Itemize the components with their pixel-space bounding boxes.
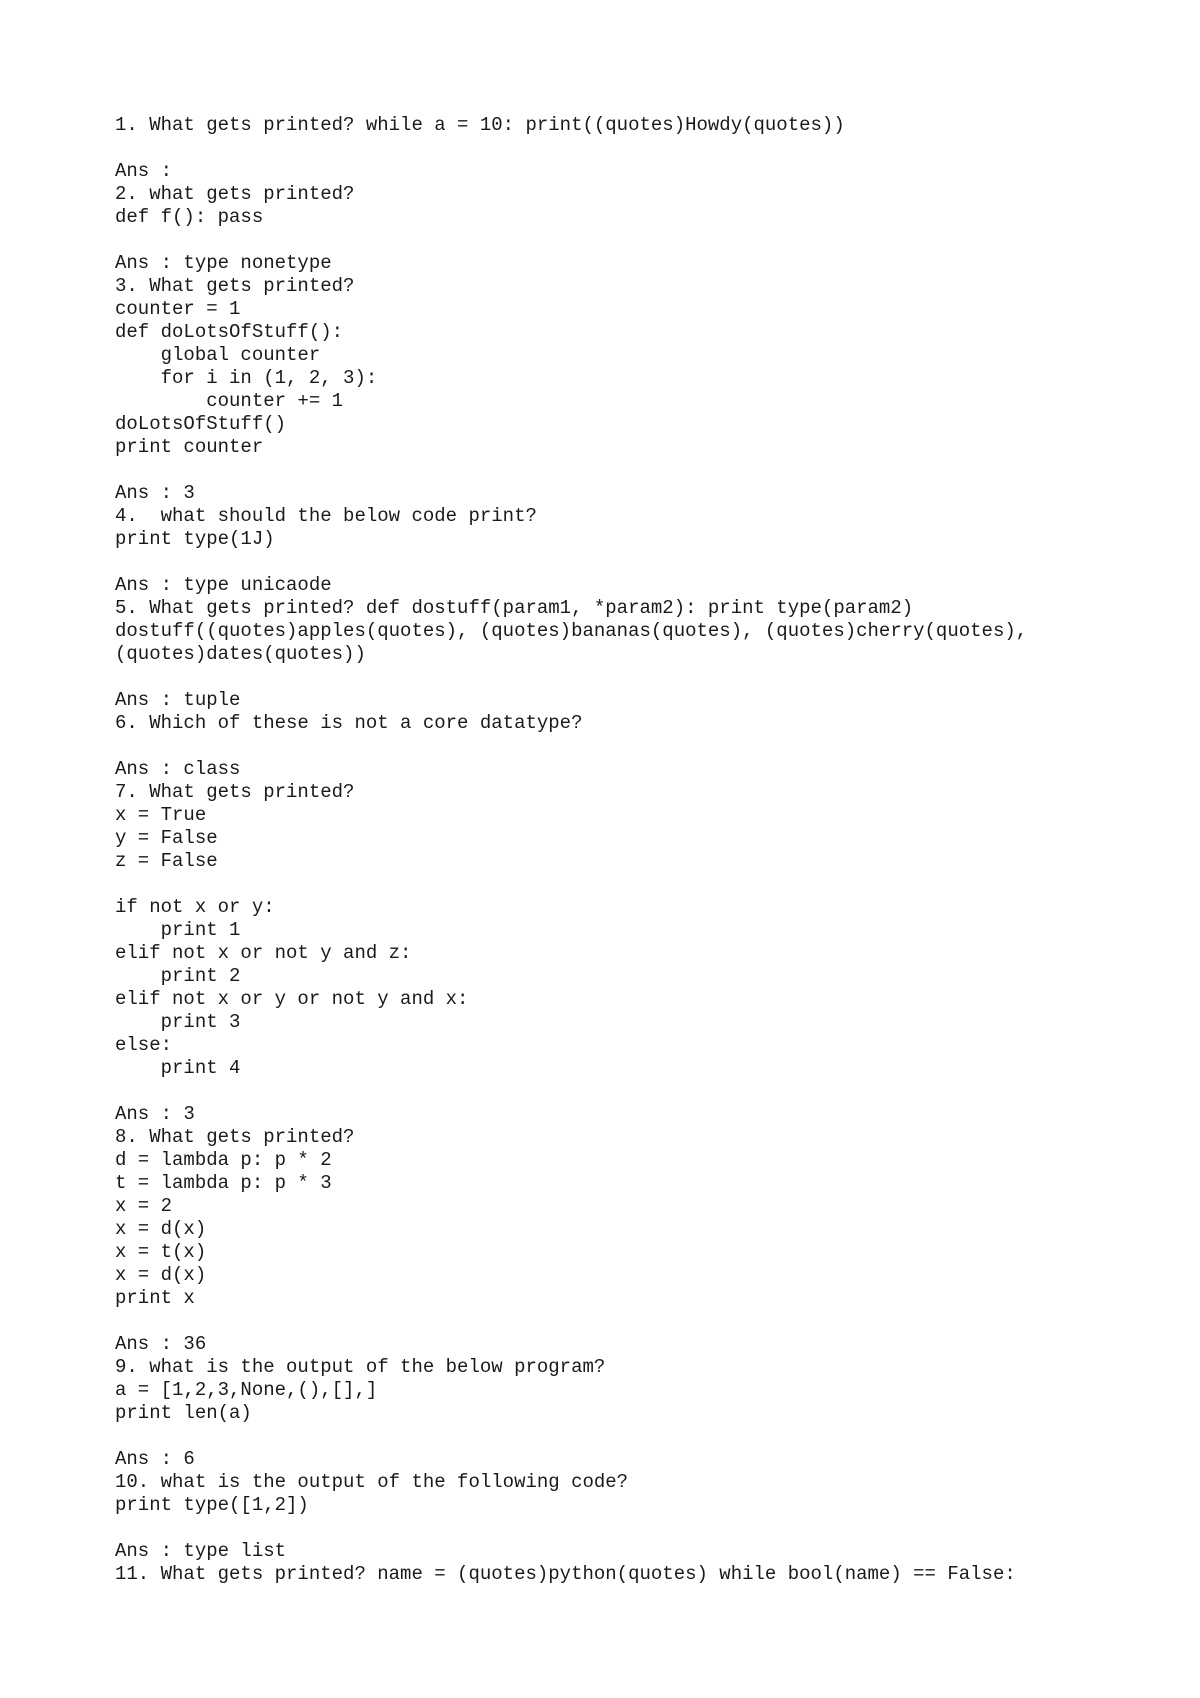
text-line: 11. What gets printed? name = (quotes)python(quotes) while bool(name) == False: xyxy=(115,1563,1016,1585)
text-line: Ans : class xyxy=(115,758,241,780)
text-line: 4. what should the below code print? xyxy=(115,505,537,527)
text-line: print counter xyxy=(115,436,264,458)
text-line: x = d(x) xyxy=(115,1218,207,1240)
text-line xyxy=(115,1517,1175,1540)
text-line: x = t(x) xyxy=(115,1241,207,1263)
text-line: counter += 1 xyxy=(115,390,344,412)
text-line xyxy=(115,459,1175,482)
text-line: print 4 xyxy=(115,1057,241,1079)
text-line: d = lambda p: p * 2 xyxy=(115,1149,332,1171)
text-line: print 2 xyxy=(115,965,241,987)
text-line: elif not x or not y and z: xyxy=(115,942,412,964)
text-line: a = [1,2,3,None,(),[],] xyxy=(115,1379,378,1401)
text-line: 3. What gets printed? xyxy=(115,275,355,297)
text-line: print type(1J) xyxy=(115,528,275,550)
text-line: elif not x or y or not y and x: xyxy=(115,988,469,1010)
text-line: 6. Which of these is not a core datatype? xyxy=(115,712,583,734)
text-line xyxy=(115,735,1175,758)
text-line: counter = 1 xyxy=(115,298,241,320)
text-line: t = lambda p: p * 3 xyxy=(115,1172,332,1194)
text-line: for i in (1, 2, 3): xyxy=(115,367,378,389)
text-line xyxy=(115,1310,1175,1333)
text-line: Ans : tuple xyxy=(115,689,241,711)
text-line: y = False xyxy=(115,827,218,849)
text-line xyxy=(115,873,1175,896)
text-line: Ans : type list xyxy=(115,1540,287,1562)
text-line xyxy=(115,1425,1175,1448)
text-line xyxy=(115,666,1175,689)
text-line: print 3 xyxy=(115,1011,241,1033)
text-line: 9. what is the output of the below program? xyxy=(115,1356,606,1378)
text-line: else: xyxy=(115,1034,173,1056)
text-line: 10. what is the output of the following code? xyxy=(115,1471,629,1493)
text-line: 8. What gets printed? xyxy=(115,1126,355,1148)
text-line: doLotsOfStuff() xyxy=(115,413,287,435)
text-line: (quotes)dates(quotes)) xyxy=(115,643,366,665)
text-line: z = False xyxy=(115,850,218,872)
text-line xyxy=(115,551,1175,574)
text-line: print x xyxy=(115,1287,195,1309)
text-line: print 1 xyxy=(115,919,241,941)
text-line: 5. What gets printed? def dostuff(param1, *param2): print type(param2) xyxy=(115,597,914,619)
text-line: Ans : type nonetype xyxy=(115,252,332,274)
text-line xyxy=(115,137,1175,160)
text-line: if not x or y: xyxy=(115,896,275,918)
text-line: print len(a) xyxy=(115,1402,252,1424)
text-line xyxy=(115,229,1175,252)
text-line: Ans : 3 xyxy=(115,482,195,504)
text-line: 7. What gets printed? xyxy=(115,781,355,803)
document-body xyxy=(115,114,1175,1586)
text-line: x = True xyxy=(115,804,207,826)
text-line: 2. what gets printed? xyxy=(115,183,355,205)
text-line: print type([1,2]) xyxy=(115,1494,309,1516)
text-line: Ans : 6 xyxy=(115,1448,195,1470)
text-line: Ans : type unicaode xyxy=(115,574,332,596)
text-line: 1. What gets printed? while a = 10: print((quotes)Howdy(quotes)) xyxy=(115,114,845,136)
text-line: x = d(x) xyxy=(115,1264,207,1286)
text-line: Ans : 36 xyxy=(115,1333,207,1355)
text-line: Ans : 3 xyxy=(115,1103,195,1125)
text-line: global counter xyxy=(115,344,321,366)
text-line xyxy=(115,1080,1175,1103)
text-line: dostuff((quotes)apples(quotes), (quotes)bananas(quotes), (quotes)cherry(quotes), xyxy=(115,620,1028,642)
text-line: def doLotsOfStuff(): xyxy=(115,321,344,343)
text-line: def f(): pass xyxy=(115,206,264,228)
text-line: x = 2 xyxy=(115,1195,173,1217)
text-line: Ans : xyxy=(115,160,173,182)
